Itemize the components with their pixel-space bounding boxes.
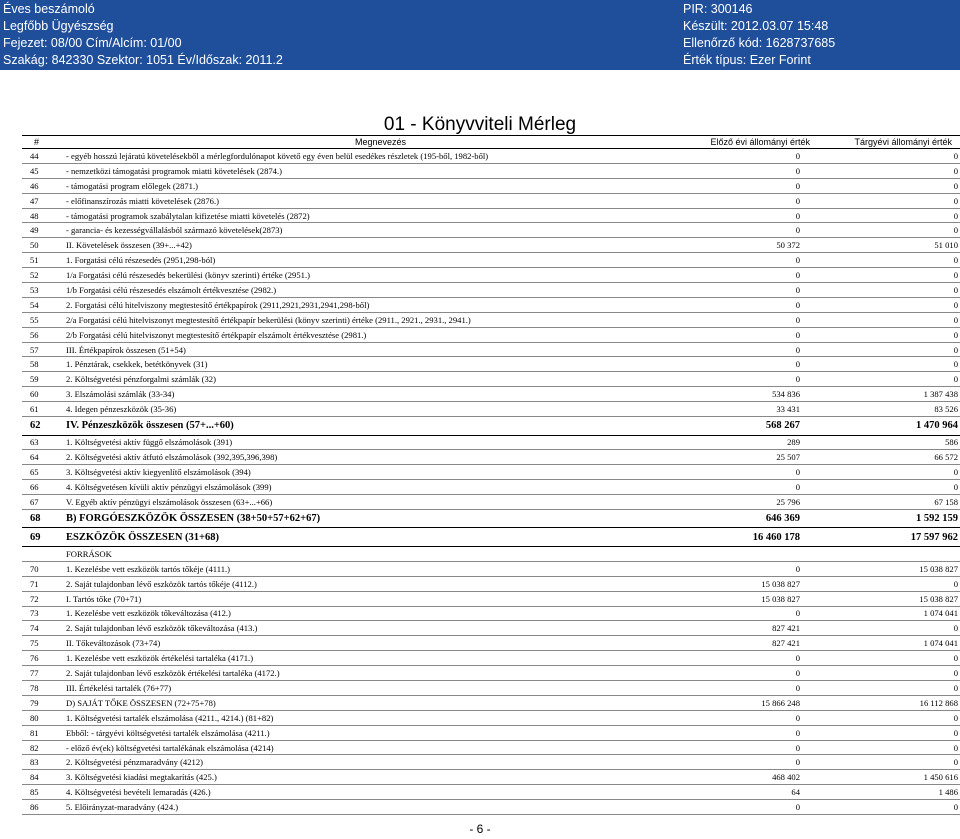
row-previous-value: 0 — [669, 149, 812, 164]
row-number: 72 — [22, 591, 62, 606]
row-current-value: 1 486 — [812, 785, 960, 800]
column-header-number: # — [22, 136, 62, 149]
row-name: B) FORGÓESZKÖZÖK ÖSSZESEN (38+50+57+62+67) — [62, 509, 669, 528]
column-header-current-year: Tárgyévi állományi érték — [812, 136, 960, 149]
row-current-value: 1 470 964 — [812, 417, 960, 436]
row-previous-value: 0 — [669, 681, 812, 696]
table-row — [22, 238, 960, 253]
row-name: - előfinanszírozás miatti követelések (2876.) — [62, 193, 669, 208]
row-previous-value: 64 — [669, 785, 812, 800]
row-previous-value: 0 — [669, 755, 812, 770]
row-current-value: 15 038 827 — [812, 591, 960, 606]
row-name: - támogatási programok szabálytalan kifizetése miatti követelés (2872) — [62, 208, 669, 223]
table-row — [22, 509, 960, 528]
row-name: 2. Forgatási célú hitelviszony megtestesítő értékpapírok (2911,2921,2931,2941,298-ből) — [62, 297, 669, 312]
table-row — [22, 591, 960, 606]
row-name: 4. Idegen pénzeszközök (35-36) — [62, 402, 669, 417]
row-previous-value: 0 — [669, 465, 812, 480]
row-current-value: 16 112 868 — [812, 695, 960, 710]
table-row — [22, 465, 960, 480]
row-number: 60 — [22, 387, 62, 402]
row-current-value: 0 — [812, 651, 960, 666]
row-current-value: 0 — [812, 268, 960, 283]
row-name: 2. Költségvetési pénzmaradvány (4212) — [62, 755, 669, 770]
row-number: 54 — [22, 297, 62, 312]
table-row — [22, 800, 960, 815]
row-number: 48 — [22, 208, 62, 223]
row-current-value: 0 — [812, 480, 960, 495]
row-previous-value: 15 866 248 — [669, 695, 812, 710]
row-number: 81 — [22, 725, 62, 740]
row-number: 74 — [22, 621, 62, 636]
row-number: 69 — [22, 528, 62, 547]
row-name: 1. Forgatási célú részesedés (2951,298-ból) — [62, 253, 669, 268]
report-title: 01 - Könyvviteli Mérleg — [383, 114, 577, 135]
row-current-value: 0 — [812, 681, 960, 696]
row-number: 82 — [22, 740, 62, 755]
row-number: 86 — [22, 800, 62, 815]
table-row — [22, 417, 960, 436]
table-row — [22, 651, 960, 666]
row-previous-value: 0 — [669, 297, 812, 312]
row-previous-value: 0 — [669, 480, 812, 495]
table-row — [22, 740, 960, 755]
row-number: 56 — [22, 327, 62, 342]
row-current-value: 0 — [812, 576, 960, 591]
row-previous-value: 827 421 — [669, 621, 812, 636]
row-current-value: 0 — [812, 710, 960, 725]
row-previous-value: 15 038 827 — [669, 576, 812, 591]
table-row — [22, 770, 960, 785]
row-name: 2/a Forgatási célú hitelviszonyt megtestesítő értékpapír bekerülési (könyv szerinti) értéke (2911., 2921., 2931., 2941.) — [62, 312, 669, 327]
row-name: 3. Költségvetési aktív kiegyenlítő elszámolások (394) — [62, 465, 669, 480]
row-name: 1. Költségvetési aktív függő elszámolások (391) — [62, 435, 669, 450]
row-name: 2. Költségvetési pénzforgalmi számlák (32) — [62, 372, 669, 387]
row-number: 83 — [22, 755, 62, 770]
row-previous-value: 0 — [669, 666, 812, 681]
row-name: 1/a Forgatási célú részesedés bekerülési (könyv szerinti) értéke (2951.) — [62, 268, 669, 283]
column-header-previous-year: Előző évi állományi érték — [669, 136, 812, 149]
table-row — [22, 606, 960, 621]
table-row — [22, 681, 960, 696]
row-number: 71 — [22, 576, 62, 591]
value-type: Érték típus: Ezer Forint — [683, 53, 811, 67]
row-current-value: 15 038 827 — [812, 561, 960, 576]
row-name: 1. Kezelésbe vett eszközök értékelési tartaléka (4171.) — [62, 651, 669, 666]
row-name: 2. Saját tulajdonban lévő eszközök tőkeváltozása (413.) — [62, 621, 669, 636]
sector-line: Szakág: 842330 Szektor: 1051 Év/Időszak: 2011.2 — [3, 53, 283, 67]
table-row — [22, 193, 960, 208]
row-previous-value: 33 431 — [669, 402, 812, 417]
row-current-value: 0 — [812, 621, 960, 636]
row-name: II. Tőkeváltozások (73+74) — [62, 636, 669, 651]
row-number: 57 — [22, 342, 62, 357]
table-row — [22, 372, 960, 387]
row-previous-value: 0 — [669, 561, 812, 576]
table-row — [22, 297, 960, 312]
column-header-name: Megnevezés — [62, 136, 669, 149]
row-current-value: 1 074 041 — [812, 636, 960, 651]
row-current-value: 1 450 616 — [812, 770, 960, 785]
row-previous-value: 0 — [669, 253, 812, 268]
row-previous-value: 0 — [669, 283, 812, 298]
balance-sheet-table — [22, 135, 960, 815]
row-previous-value: 646 369 — [669, 509, 812, 528]
table-row — [22, 268, 960, 283]
table-row — [22, 357, 960, 372]
table-row — [22, 283, 960, 298]
table-row — [22, 710, 960, 725]
row-previous-value: 0 — [669, 342, 812, 357]
row-number: 76 — [22, 651, 62, 666]
row-previous-value: 0 — [669, 357, 812, 372]
row-number: 45 — [22, 163, 62, 178]
row-number: 46 — [22, 178, 62, 193]
row-name: III. Értékelési tartalék (76+77) — [62, 681, 669, 696]
table-row — [22, 223, 960, 238]
row-current-value: 0 — [812, 372, 960, 387]
row-current-value: 0 — [812, 725, 960, 740]
row-number — [22, 546, 62, 561]
row-previous-value: 0 — [669, 193, 812, 208]
table-row — [22, 495, 960, 510]
table-row — [22, 546, 960, 561]
row-number: 77 — [22, 666, 62, 681]
table-row — [22, 785, 960, 800]
row-name: 1. Kezelésbe vett eszközök tőkeváltozása (412.) — [62, 606, 669, 621]
row-number: 62 — [22, 417, 62, 436]
report-header-banner — [0, 0, 960, 70]
row-number: 44 — [22, 149, 62, 164]
row-previous-value: 0 — [669, 651, 812, 666]
row-current-value: 0 — [812, 327, 960, 342]
table-row — [22, 576, 960, 591]
created-timestamp: Készült: 2012.03.07 15:48 — [683, 19, 829, 33]
table-row — [22, 561, 960, 576]
row-number: 50 — [22, 238, 62, 253]
row-name: 1. Pénztárak, csekkek, betétkönyvek (31) — [62, 357, 669, 372]
row-name: - előző év(ek) költségvetési tartalékának elszámolása (4214) — [62, 740, 669, 755]
row-number: 80 — [22, 710, 62, 725]
row-current-value: 1 387 438 — [812, 387, 960, 402]
row-name: 2/b Forgatási célú hitelviszonyt megtestesítő értékpapír elszámolt értékvesztése (2981.) — [62, 327, 669, 342]
row-previous-value: 0 — [669, 327, 812, 342]
row-name: III. Értékpapírok összesen (51+54) — [62, 342, 669, 357]
row-number: 78 — [22, 681, 62, 696]
table-row — [22, 163, 960, 178]
row-name: IV. Pénzeszközök összesen (57+...+60) — [62, 417, 669, 436]
row-current-value: 17 597 962 — [812, 528, 960, 547]
row-previous-value: 0 — [669, 208, 812, 223]
table-row — [22, 435, 960, 450]
row-name: 3. Költségvetési kiadási megtakarítás (425.) — [62, 770, 669, 785]
row-current-value: 0 — [812, 755, 960, 770]
row-previous-value: 50 372 — [669, 238, 812, 253]
row-current-value: 0 — [812, 178, 960, 193]
row-current-value: 0 — [812, 666, 960, 681]
row-previous-value: 0 — [669, 178, 812, 193]
table-row — [22, 695, 960, 710]
table-row — [22, 387, 960, 402]
row-current-value: 0 — [812, 253, 960, 268]
row-previous-value: 0 — [669, 725, 812, 740]
row-previous-value: 0 — [669, 312, 812, 327]
table-row — [22, 342, 960, 357]
row-previous-value: 0 — [669, 606, 812, 621]
row-current-value: 0 — [812, 312, 960, 327]
table-row — [22, 480, 960, 495]
row-current-value: 0 — [812, 357, 960, 372]
row-current-value: 0 — [812, 740, 960, 755]
row-number: 59 — [22, 372, 62, 387]
table-body — [22, 149, 960, 815]
row-name: 2. Költségvetési aktív átfutó elszámolások (392,395,396,398) — [62, 450, 669, 465]
row-name: Ebből: - tárgyévi költségvetési tartalék elszámolása (4211.) — [62, 725, 669, 740]
table-row — [22, 178, 960, 193]
row-previous-value: 0 — [669, 740, 812, 755]
row-current-value: 0 — [812, 342, 960, 357]
row-name: 2. Saját tulajdonban lévő eszközök tartós tőkéje (4112.) — [62, 576, 669, 591]
institution-name: Legfőbb Ügyészség — [3, 19, 114, 33]
row-number: 53 — [22, 283, 62, 298]
row-number: 70 — [22, 561, 62, 576]
row-previous-value: 0 — [669, 268, 812, 283]
row-name: 3. Elszámolási számlák (33-34) — [62, 387, 669, 402]
row-number: 61 — [22, 402, 62, 417]
row-previous-value: 25 796 — [669, 495, 812, 510]
table-row — [22, 327, 960, 342]
row-number: 47 — [22, 193, 62, 208]
row-previous-value: 0 — [669, 710, 812, 725]
row-number: 58 — [22, 357, 62, 372]
page-number: - 6 - — [469, 822, 491, 836]
chapter-line: Fejezet: 08/00 Cím/Alcím: 01/00 — [3, 36, 182, 50]
table-row — [22, 621, 960, 636]
table-row — [22, 208, 960, 223]
table-row — [22, 402, 960, 417]
row-name: 5. Előirányzat-maradvány (424.) — [62, 800, 669, 815]
row-number: 75 — [22, 636, 62, 651]
row-name: 2. Saját tulajdonban lévő eszközök értékelési tartaléka (4172.) — [62, 666, 669, 681]
row-previous-value: 289 — [669, 435, 812, 450]
row-number: 79 — [22, 695, 62, 710]
header-left-block — [3, 1, 283, 69]
row-name: V. Egyéb aktív pénzügyi elszámolások összesen (63+...+66) — [62, 495, 669, 510]
row-name: - egyéb hosszú lejáratú követelésekből a mérlegfordulónapot követő egy éven belül esedékes részletek (195-ből, 1982-ből) — [62, 149, 669, 164]
row-number: 67 — [22, 495, 62, 510]
row-number: 68 — [22, 509, 62, 528]
row-previous-value: 568 267 — [669, 417, 812, 436]
row-previous-value: 468 402 — [669, 770, 812, 785]
table-row — [22, 755, 960, 770]
table-row — [22, 528, 960, 547]
row-number: 63 — [22, 435, 62, 450]
row-name: - nemzetközi támogatási programok miatti követelések (2874.) — [62, 163, 669, 178]
row-current-value: 0 — [812, 297, 960, 312]
row-previous-value — [669, 546, 812, 561]
row-current-value: 0 — [812, 223, 960, 238]
row-current-value: 1 592 159 — [812, 509, 960, 528]
row-name: D) SAJÁT TŐKE ÖSSZESEN (72+75+78) — [62, 695, 669, 710]
row-previous-value: 534 836 — [669, 387, 812, 402]
table-row — [22, 253, 960, 268]
row-number: 55 — [22, 312, 62, 327]
row-number: 73 — [22, 606, 62, 621]
row-previous-value: 0 — [669, 800, 812, 815]
row-previous-value: 0 — [669, 223, 812, 238]
row-name: 1/b Forgatási célú részesedés elszámolt értékvesztése (2982.) — [62, 283, 669, 298]
row-previous-value: 0 — [669, 372, 812, 387]
row-current-value: 586 — [812, 435, 960, 450]
header-right-block — [683, 1, 835, 69]
row-current-value: 67 158 — [812, 495, 960, 510]
row-previous-value: 25 507 — [669, 450, 812, 465]
row-previous-value: 827 421 — [669, 636, 812, 651]
row-current-value: 0 — [812, 208, 960, 223]
row-number: 66 — [22, 480, 62, 495]
table-row — [22, 636, 960, 651]
pir-number: PIR: 300146 — [683, 2, 753, 16]
row-current-value: 1 074 041 — [812, 606, 960, 621]
row-name: I. Tartós tőke (70+71) — [62, 591, 669, 606]
table-header-row — [22, 136, 960, 149]
table-row — [22, 149, 960, 164]
row-name: FORRÁSOK — [62, 546, 669, 561]
row-number: 85 — [22, 785, 62, 800]
row-current-value: 0 — [812, 193, 960, 208]
row-name: 1. Költségvetési tartalék elszámolása (4211., 4214.) (81+82) — [62, 710, 669, 725]
row-name: ESZKÖZÖK ÖSSZESEN (31+68) — [62, 528, 669, 547]
row-previous-value: 15 038 827 — [669, 591, 812, 606]
table-row — [22, 450, 960, 465]
row-current-value: 0 — [812, 149, 960, 164]
row-current-value: 0 — [812, 283, 960, 298]
table-row — [22, 666, 960, 681]
row-name: - garancia- és kezességvállalásból származó követelések(2873) — [62, 223, 669, 238]
row-name: - támogatási program előlegek (2871.) — [62, 178, 669, 193]
row-current-value: 0 — [812, 163, 960, 178]
row-previous-value: 16 460 178 — [669, 528, 812, 547]
row-name: II. Követelések összesen (39+...+42) — [62, 238, 669, 253]
row-name: 4. Költségvetésen kívüli aktív pénzügyi elszámolások (399) — [62, 480, 669, 495]
check-code: Ellenőrző kód: 1628737685 — [683, 36, 836, 50]
table-row — [22, 312, 960, 327]
table-row — [22, 725, 960, 740]
row-name: 1. Kezelésbe vett eszközök tartós tőkéje (4111.) — [62, 561, 669, 576]
row-number: 64 — [22, 450, 62, 465]
row-number: 65 — [22, 465, 62, 480]
row-current-value: 83 526 — [812, 402, 960, 417]
row-current-value: 66 572 — [812, 450, 960, 465]
row-current-value: 0 — [812, 800, 960, 815]
row-number: 84 — [22, 770, 62, 785]
report-type: Éves beszámoló — [3, 2, 95, 16]
row-previous-value: 0 — [669, 163, 812, 178]
row-current-value: 51 010 — [812, 238, 960, 253]
row-number: 51 — [22, 253, 62, 268]
row-number: 49 — [22, 223, 62, 238]
row-current-value — [812, 546, 960, 561]
row-current-value: 0 — [812, 465, 960, 480]
row-name: 4. Költségvetési bevételi lemaradás (426.) — [62, 785, 669, 800]
row-number: 52 — [22, 268, 62, 283]
